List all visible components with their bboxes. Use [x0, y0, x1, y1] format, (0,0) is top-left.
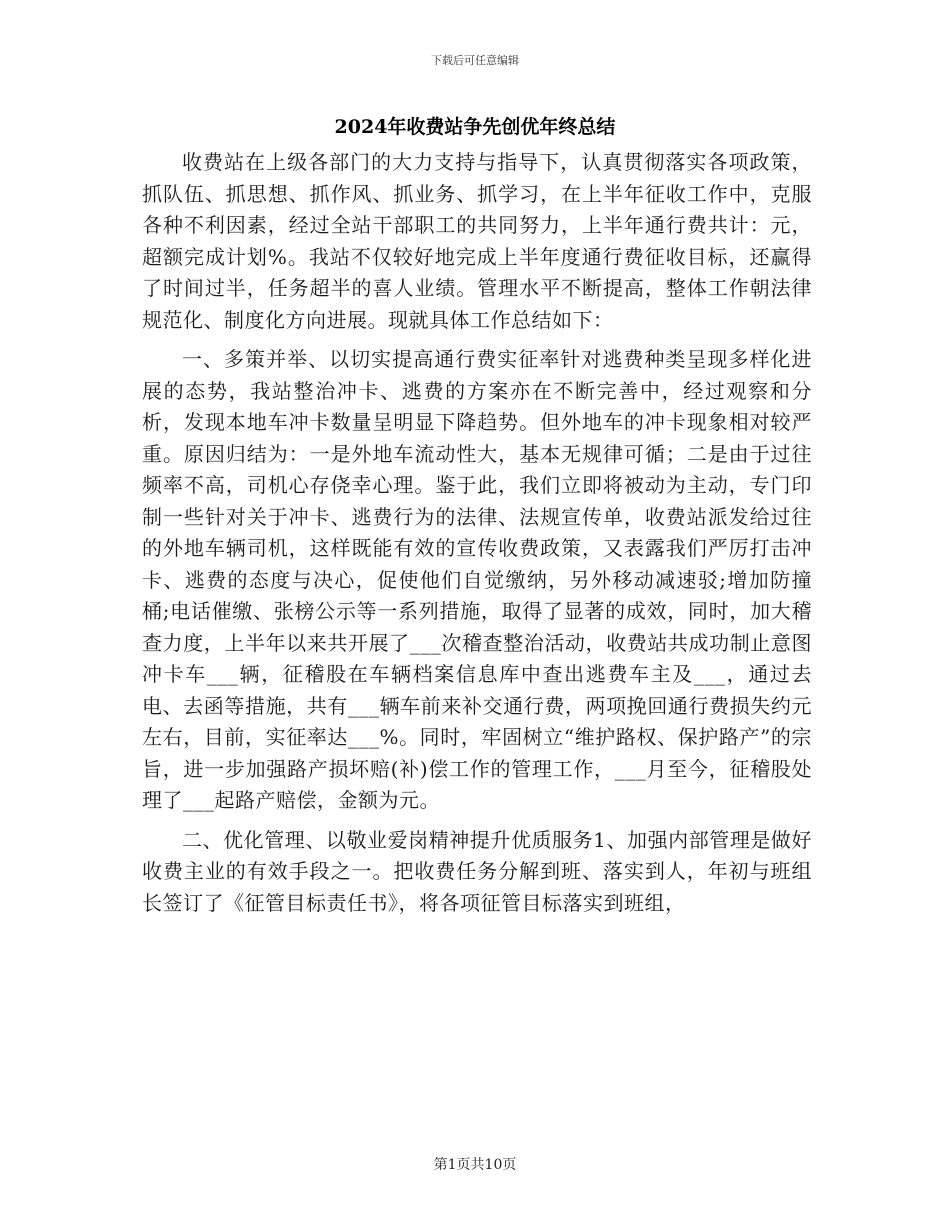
page-header-note: 下载后可任意编辑: [431, 54, 519, 67]
paragraph-section-two: 二、优化管理、以敬业爱岗精神提升优质服务1、加强内部管理是做好收费主业的有效手段之一。把收费任务分解到班、落实到人，年初与班组长签订了《征管目标责任书》，将各项征管目标落实到班组，: [142, 827, 812, 915]
paragraph-section-one: 一、多策并举、以切实提高通行费实征率针对逃费种类呈现多样化进展的态势，我站整治冲卡、逃费的方案亦在不断完善中，经过观察和分析，发现本地车冲卡数量呈明显下降趋势。但外地车的冲卡现象相对较严重。原因归结为：一是外地车流动性大，基本无规律可循；二是由于过往频率不高，司机心存侥幸心理。鉴于此，我们立即将被动为主动，专门印制一些针对关于冲卡、逃费行为的法律、法规宣传单，收费站派发给过往的外地车辆司机，这样既能有效的宣传收费政策，又表露我们严厉打击冲卡、逃费的态度与决心，促使他们自觉缴纳，另外移动减速驳;增加防撞桶;电话催缴、张榜公示等一系列措施，取得了显著的成效，同时，加大稽查力度，上半年以来共开展了___次稽查整治活动，收费站共成功制止意图冲卡车___辆，征稽股在车辆档案信息库中查出逃费车主及___，通过去电、去函等措施，共有___辆车前来补交通行费，两项挽回通行费损失约元左右，目前，实征率达___%。同时，牢固树立“维护路权、保护路产”的宗旨，进一步加强路产损坏赔(补)偿工作的管理工作，___月至今，征稽股处理了___起路产赔偿，金额为元。: [142, 347, 812, 812]
document-body: [142, 147, 812, 919]
page-number: 第1页共10页: [433, 1157, 517, 1173]
paragraph-intro: 收费站在上级各部门的大力支持与指导下，认真贯彻落实各项政策，抓队伍、抓思想、抓作风、抓业务、抓学习，在上半年征收工作中，克服各种不利因素，经过全站干部职工的共同努力，上半年通行费共计：元，超额完成计划%。我站不仅较好地完成上半年度通行费征收目标，还赢得了时间过半，任务超半的喜人业绩。管理水平不断提高，整体工作朝法律规范化、制度化方向进展。现就具体工作总结如下：: [142, 150, 812, 332]
document-title: 2024年收费站争先创优年终总结: [334, 116, 616, 138]
